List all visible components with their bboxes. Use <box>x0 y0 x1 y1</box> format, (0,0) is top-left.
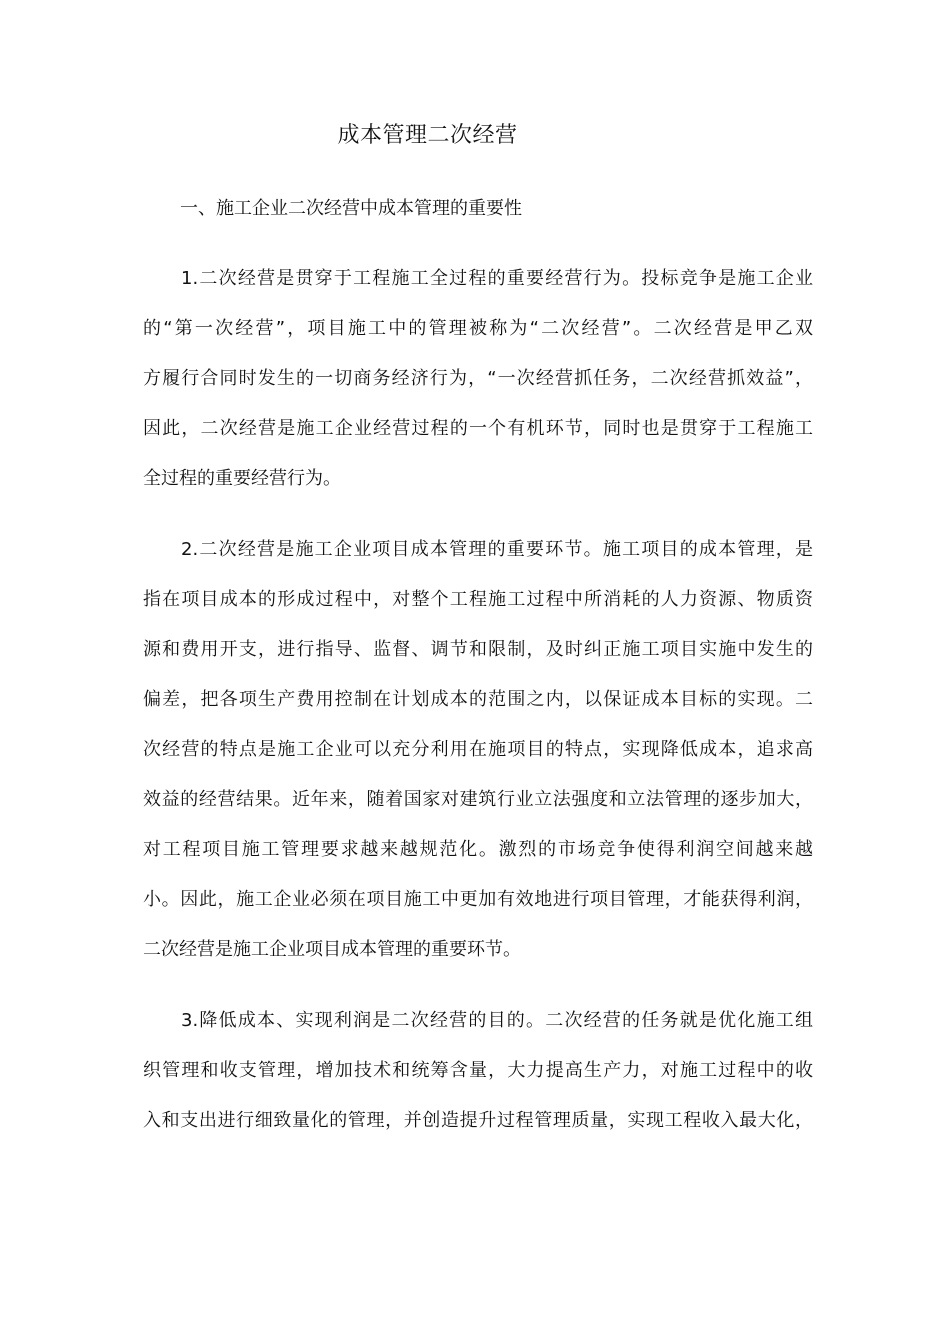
paragraph-2 <box>143 525 813 975</box>
paragraph-line: 织管理和收支管理，增加技术和统筹含量，大力提高生产力，对施工过程中的收 <box>143 1060 813 1081</box>
paragraph-line: 小。因此，施工企业必须在项目施工中更加有效地进行项目管理，才能获得利润， <box>143 889 813 910</box>
paragraph-line: 入和支出进行细致量化的管理，并创造提升过程管理质量，实现工程收入最大化， <box>143 1110 813 1131</box>
paragraph-3 <box>143 996 813 1146</box>
paragraph-line: 源和费用开支，进行指导、监督、调节和限制，及时纠正施工项目实施中发生的 <box>143 639 813 660</box>
paragraph-line: 指在项目成本的形成过程中，对整个工程施工过程中所消耗的人力资源、物质资 <box>143 589 813 610</box>
paragraph-line: 因此，二次经营是施工企业经营过程的一个有机环节，同时也是贯穿于工程施工 <box>143 418 813 439</box>
paragraph-line: 全过程的重要经营行为。 <box>143 468 341 489</box>
paragraph-line: 效益的经营结果。近年来，随着国家对建筑行业立法强度和立法管理的逐步加大， <box>143 789 813 810</box>
paragraph-line: 二次经营是施工企业项目成本管理的重要环节。 <box>143 939 521 960</box>
paragraph-line: 对工程项目施工管理要求越来越规范化。激烈的市场竞争使得利润空间越来越 <box>143 839 813 860</box>
paragraph-line: 次经营的特点是施工企业可以充分利用在施项目的特点，实现降低成本，追求高 <box>143 739 813 760</box>
paragraph-line: 2.二次经营是施工企业项目成本管理的重要环节。施工项目的成本管理，是 <box>181 539 813 560</box>
paragraph-line: 1.二次经营是贯穿于工程施工全过程的重要经营行为。投标竞争是施工企业 <box>181 268 813 289</box>
paragraph-line: 的“第一次经营”，项目施工中的管理被称为“二次经营”。二次经营是甲乙双 <box>143 318 813 339</box>
paragraph-line: 偏差，把各项生产费用控制在计划成本的范围之内，以保证成本目标的实现。二 <box>143 689 813 710</box>
document-title: 成本管理二次经营 <box>337 123 518 148</box>
paragraph-1 <box>143 254 813 504</box>
paragraph-line: 3.降低成本、实现利润是二次经营的目的。二次经营的任务就是优化施工组 <box>181 1010 813 1031</box>
paragraph-line: 方履行合同时发生的一切商务经济行为，“一次经营抓任务，二次经营抓效益”， <box>143 368 813 389</box>
section-heading: 一、施工企业二次经营中成本管理的重要性 <box>180 198 522 219</box>
